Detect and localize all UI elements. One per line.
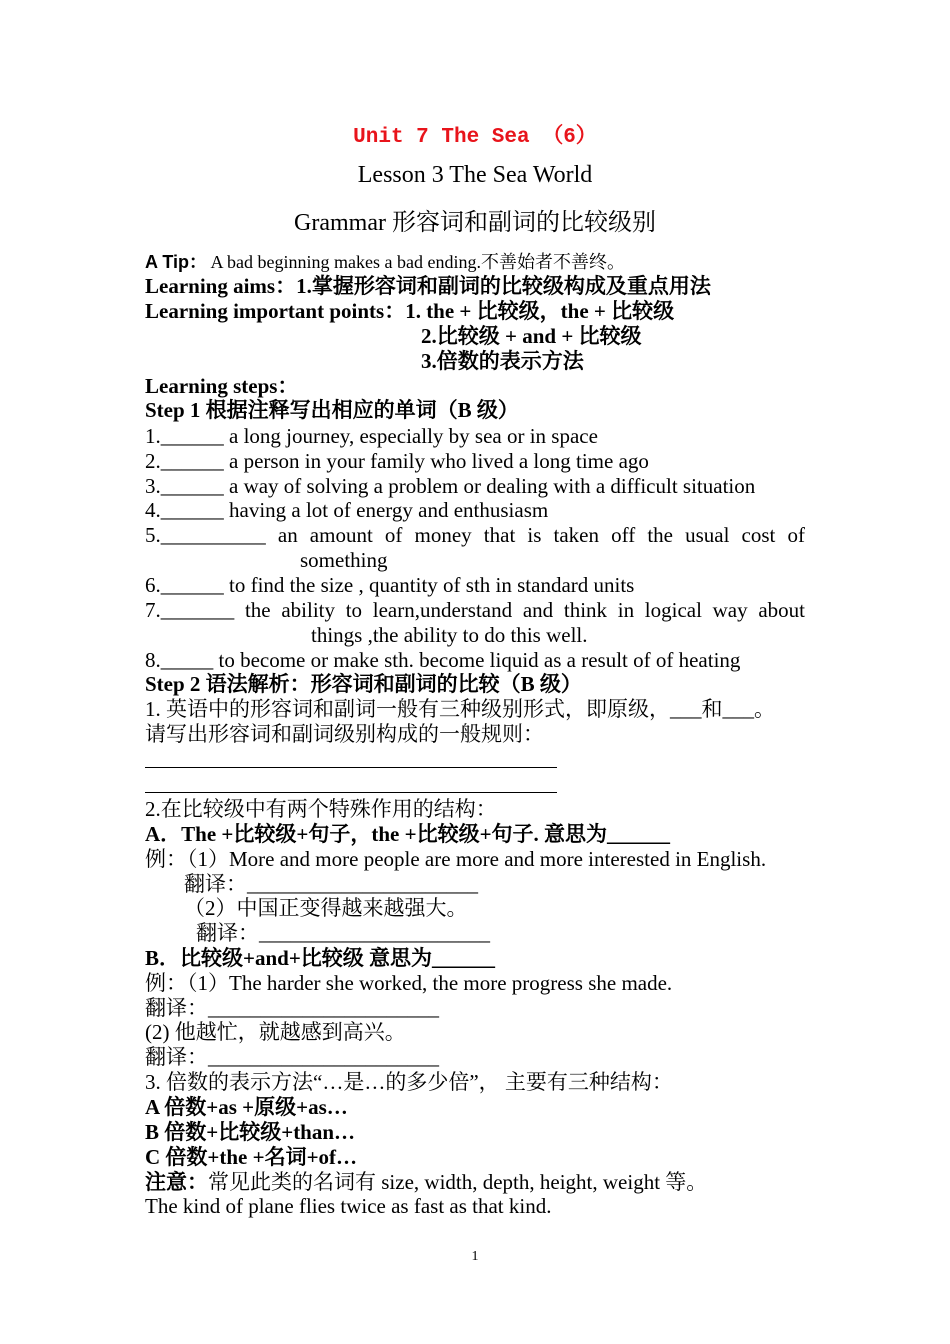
step1-item-4: 4.______ having a lot of energy and enthusiasm: [145, 498, 549, 522]
step1-heading: Step 1 根据注释写出相应的单词（B 级）: [145, 398, 519, 422]
note-label: 注意：: [145, 1170, 208, 1194]
structure-a-example-1: 例：（1）More and more people are more and more interested in English.: [145, 847, 767, 871]
structure-a-translate-1: 翻译：______________________: [184, 872, 478, 896]
step2-p1-line2: 请写出形容词和副词级别构成的一般规则：: [145, 722, 544, 746]
note-text: 常见此类的名词有 size, width, depth, height, weight 等。: [208, 1170, 708, 1194]
tip-text: A bad beginning makes a bad ending.不善始者不善终。: [210, 252, 625, 272]
structure-a-heading: A．The +比较级+句子，the +比较级+句子. 意思为______: [145, 822, 671, 846]
learning-aims: Learning aims：1.掌握形容词和副词的比较级构成及重点用法: [145, 274, 711, 298]
unit-title: Unit 7 The Sea （6）: [353, 126, 597, 149]
page-number: 1: [471, 1249, 479, 1264]
step1-item-1: 1.______ a long journey, especially by sea or in space: [145, 424, 598, 448]
grammar-title: Grammar 形容词和副词的比较级别: [294, 210, 656, 236]
tip-label: A Tip：: [145, 252, 207, 272]
learning-steps-label: Learning steps：: [145, 374, 299, 398]
point-2: 2.比较级 + and + 比较级: [421, 324, 642, 348]
step2-p1-line1: 1. 英语中的形容词和副词一般有三种级别形式，即原级，___和___。: [145, 697, 775, 721]
structure-b-heading: B．比较级+and+比较级 意思为______: [145, 946, 496, 970]
learning-important-points: Learning important points：1. the + 比较级，the + 比较级: [145, 299, 675, 323]
tip-line: [145, 250, 625, 275]
structure-a-example-2: （2）中国正变得越来越强大。: [184, 896, 468, 920]
structure-b-example-2: (2) 他越忙，就越感到高兴。: [145, 1020, 406, 1044]
step1-item-8: 8._____ to become or make sth. become liquid as a result of of heating: [145, 648, 741, 672]
multiple-structure-c: C 倍数+the +名词+of…: [145, 1145, 358, 1169]
note-line: [145, 1170, 707, 1195]
step1-item-3: 3.______ a way of solving a problem or dealing with a difficult situation: [145, 474, 756, 498]
step1-item-6: 6.______ to find the size , quantity of sth in standard units: [145, 573, 635, 597]
structure-a-translate-2: 翻译：______________________: [196, 921, 490, 945]
step1-item-2: 2.______ a person in your family who lived a long time ago: [145, 449, 649, 473]
step1-item-5-cont: something: [300, 548, 388, 572]
step2-heading: Step 2 语法解析：形容词和副词的比较（B 级）: [145, 672, 582, 696]
step1-item-7: 7._______ the ability to learn,understand and think in logical way about: [145, 598, 805, 622]
point-3: 3.倍数的表示方法: [421, 349, 584, 373]
step1-item-5: 5.__________ an amount of money that is taken off the usual cost of: [145, 523, 805, 547]
structure-b-translate-2: 翻译：______________________: [145, 1045, 439, 1069]
step2-p2: 2.在比较级中有两个特殊作用的结构：: [145, 797, 497, 821]
example-last: The kind of plane flies twice as fast as that kind.: [145, 1194, 552, 1218]
answer-rule-1: [145, 767, 557, 768]
structure-b-example-1: 例：（1）The harder she worked, the more progress she made.: [145, 971, 673, 995]
multiple-structure-a: A 倍数+as +原级+as…: [145, 1095, 348, 1119]
step2-p3: 3. 倍数的表示方法“…是…的多少倍”， 主要有三种结构：: [145, 1070, 673, 1094]
step1-item-7-cont: things ,the ability to do this well.: [311, 623, 588, 647]
answer-rule-2: [145, 792, 557, 793]
lesson-title: Lesson 3 The Sea World: [357, 162, 593, 188]
multiple-structure-b: B 倍数+比较级+than…: [145, 1120, 356, 1144]
structure-b-translate-1: 翻译：______________________: [145, 996, 439, 1020]
